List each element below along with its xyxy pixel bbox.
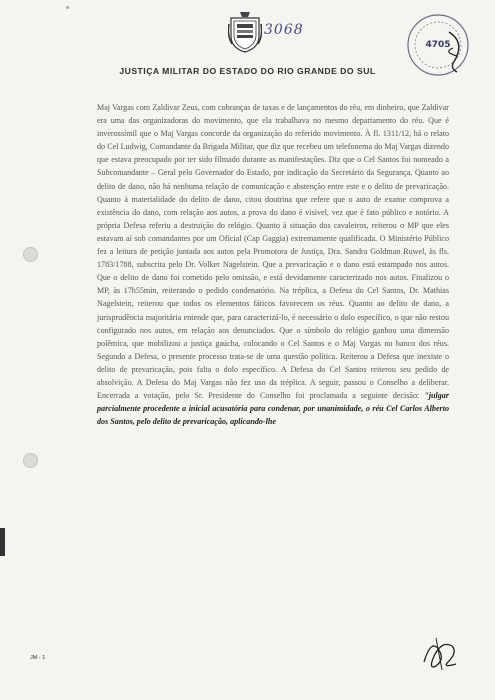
handwritten-signature <box>418 632 462 672</box>
svg-text:4705: 4705 <box>425 40 451 50</box>
scan-speck <box>66 6 69 9</box>
court-header-title: JUSTIÇA MILITAR DO ESTADO DO RIO GRANDE DO SUL <box>119 66 376 76</box>
handwritten-page-number: 3068 <box>264 22 304 38</box>
binder-hole-bottom <box>23 453 38 468</box>
binder-hole-top <box>23 247 38 262</box>
document-body <box>97 101 449 428</box>
scan-edge-mark <box>0 528 5 556</box>
paragraph-text: Maj Vargas com Zaldivar Zeus, com cobranças de taxas e de lançamentos do réu, em dinheiro, que Zaldivar era uma das organizadoras do movimento, que ela trabalhava no mesmo departamento do réu. Que é inverossímil que o Maj Vargas concorde da organização do referido movimento. À fl. 1311/12, há o relato do Cel Ludwig, Comandante da Brigada Militar, que diz que recebeu um telefonema do Maj Vargas dizendo que estava preocupado por ter sido filmado durante as manifestações. Diz que o Cel Santos foi nomeado a Subcomandante – Geral pelo Governador do Estado, por indicação do Secretário da Segurança. Quanto ao delito de dano, não há nenhuma relação de comunicação e abstenção entre este e o delito de prevaricação. Quanto à materialidade do delito de dano, citou doutrina que refere que o auto de exame comprova a existência do dano, com relação aos autos, a prova do dano é visível, vez que é fato público e notório. A própria Defesa referiu a destruição do relógio. Quanto à situação dos cavaleiros, reiterou o MP que eles estavam aí sob comandantes por um Oficial (Cap Gaggia) extremamente qualificada. O Ministério Público fez a leitura de petição juntada aos autos pela Promotora de Justiça, Dra. Sandra Goldman Ruwel, às fls. 1783/1788, subscrita pelo Dr. Volker Nagelstein. Que a prevaricação e o dano está estampado nos autos. Que o delito de dano foi cometido pelo omissão, e está devidamente caracterizado nos autos. Finalizou o MP, às 17h55min, reiterando o pedido condenatório. Na tréplica, a Defesa do Cel Santos, Dr. Mathias Nagelstein, reiterou que todos os elementos fáticos favorecem os réus. Quanto ao delito de dano, a jurisprudência majoritária entende que, para caracterizá-lo, é necessário o dolo específico, o que não restou configurado nos autos, em relação aos denunciados. Que o símbolo do relógio ganhou uma dimensão polêmica, que mobilizou a justiça gaúcha, colocando o Cel Santos e o Maj Vargas no banco dos réus. Segundo a Defesa, o presente processo trata-se de uma questão política. Reiterou a Defesa que inexiste o delito de prevaricação, pois falta o dolo específico. A Defesa do Cel Santos reiterou seu pedido de absolvição. A Defesa do Maj Vargas não fez uso da tréplica. A seguir, passou o Conselho a deliberar. Encerrada a votação, pelo Sr. Presidente do Conselho foi proclamada a seguinte decisão: <box>97 103 449 401</box>
state-coat-of-arms-icon <box>228 10 262 54</box>
court-decision-text: "julgar parcialmente procedente a inicial acusatória para condenar, por unanimidade, o réu Cel Carlos Alberto dos Santos, pelo delito de prevaricação, aplicando-lhe <box>97 391 449 427</box>
form-code: JM - 1 <box>30 655 46 661</box>
body-paragraph <box>97 101 449 428</box>
